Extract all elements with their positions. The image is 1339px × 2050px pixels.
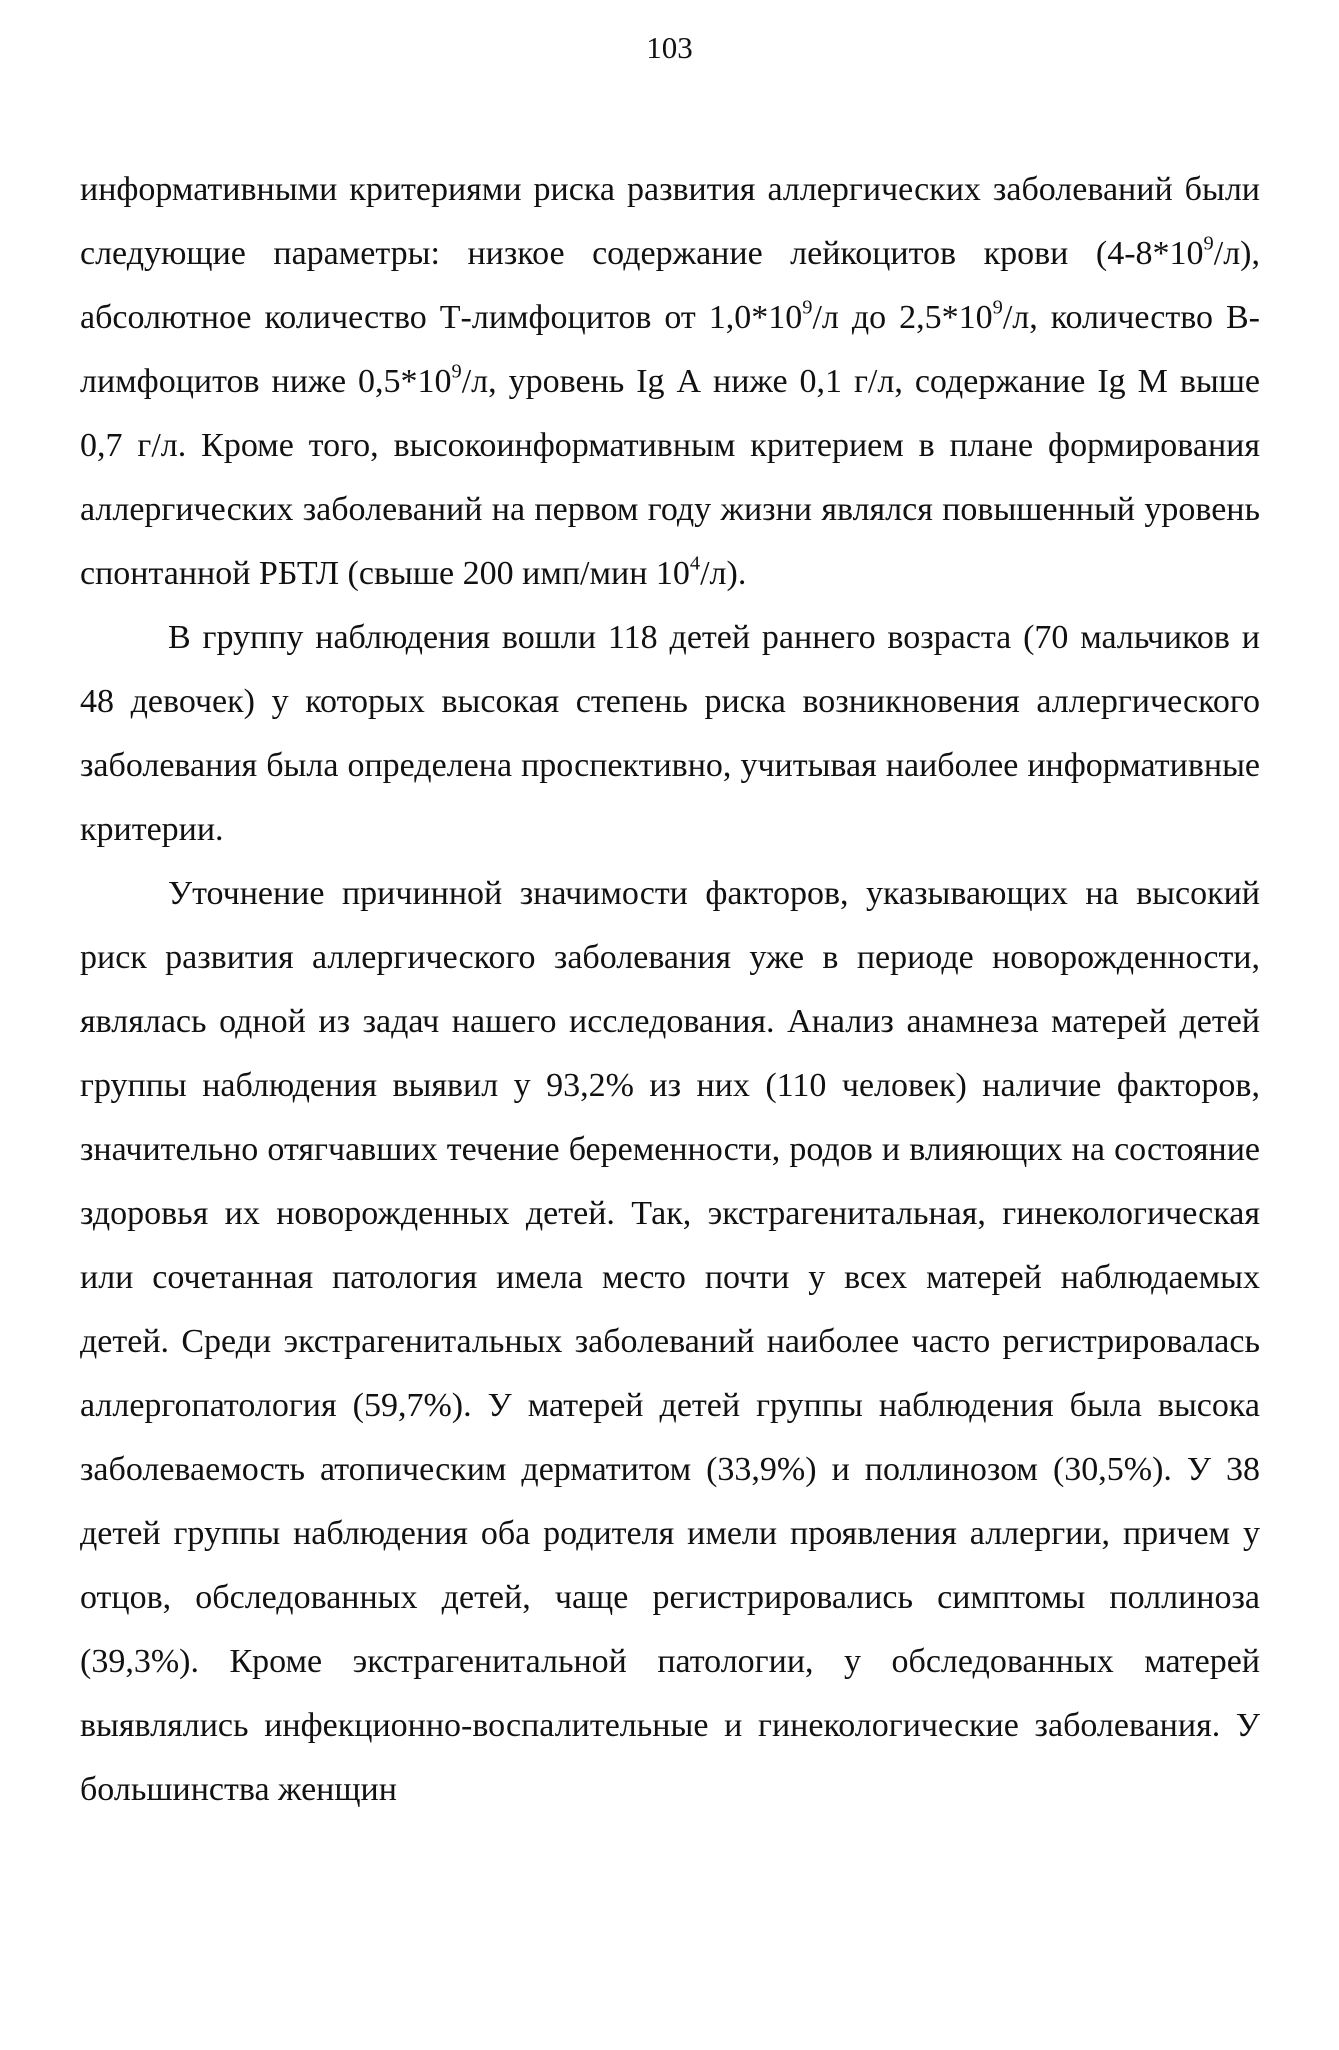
text-segment: В группу наблюдения вошли 118 детей раннего возраста (70 мальчиков и 48 девочек) у которых высокая степень риска возникновения аллергического заболевания была определена проспективно, учитывая наиболее информативные критерии. xyxy=(80,619,1260,848)
text-segment: /л, количество В-лимфоцитов ниже 0,5*10 xyxy=(80,299,1260,400)
superscript-exponent: 9 xyxy=(1203,232,1214,255)
superscript-exponent: 9 xyxy=(992,296,1003,319)
paragraph xyxy=(80,158,1260,606)
text-segment: /л). xyxy=(700,555,747,592)
text-segment: /л, уровень Ig А ниже 0,1 г/л, содержание Ig М выше 0,7 г/л. Кроме того, высокоинформативным критерием в плане формирования аллергических заболеваний на первом году жизни являлся повышенный уровень спонтанной РБТЛ (свыше 200 имп/мин 10 xyxy=(80,363,1261,592)
text-segment: /л), абсолютное количество Т-лимфоцитов от 1,0*10 xyxy=(80,235,1260,336)
page-number: 103 xyxy=(646,30,693,65)
document-body xyxy=(80,158,1260,1822)
paragraph xyxy=(80,862,1260,1822)
superscript-exponent: 4 xyxy=(689,552,701,575)
text-segment: /л до 2,5*10 xyxy=(812,299,993,336)
paragraph xyxy=(80,606,1260,862)
text-segment: информативными критериями риска развития аллергических заболеваний были следующие параметры: низкое содержание лейкоцитов крови (4-8*10 xyxy=(80,171,1260,272)
text-segment: Уточнение причинной значимости факторов, указывающих на высокий риск развития аллергического заболевания уже в периоде новорожденности, являлась одной из задач нашего исследования. Анализ анамнеза матерей детей группы наблюдения выявил у 93,2% из них (110 человек) наличие факторов, значительно отягчавших течение беременности, родов и влияющих на состояние здоровья их новорожденных детей. Так, экстрагенитальная, гинекологическая или сочетанная патология имела место почти у всех матерей наблюдаемых детей. Среди экстрагенитальных заболеваний наиболее часто регистрировалась аллергопатология (59,7%). У матерей детей группы наблюдения была высока заболеваемость атопическим дерматитом (33,9%) и поллинозом (30,5%). У 38 детей группы наблюдения оба родителя имели проявления аллергии, причем у отцов, обследованных детей, чаще регистрировались симптомы поллиноза (39,3%). Кроме экстрагенитальной патологии, у обследованных матерей выявлялись инфекционно-воспалительные и гинекологические заболевания. У большинства женщин xyxy=(80,875,1260,1808)
superscript-exponent: 9 xyxy=(802,296,813,319)
superscript-exponent: 9 xyxy=(451,360,462,383)
